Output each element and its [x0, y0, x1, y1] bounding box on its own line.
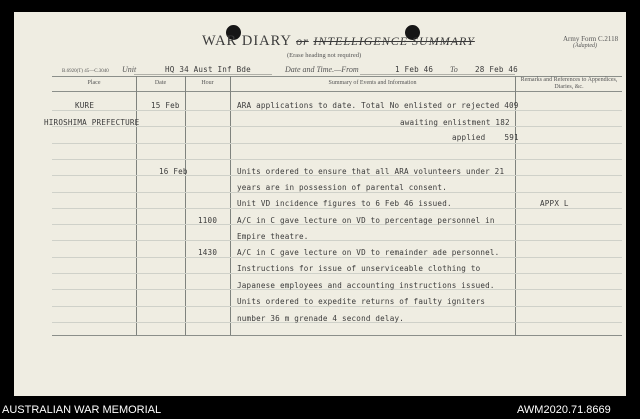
ruled-line	[52, 143, 622, 144]
ruled-line	[52, 306, 622, 307]
header-bottom-border	[52, 91, 622, 92]
entry-text-13: number 36 m grenade 4 second delay.	[237, 314, 405, 323]
entry-text-3: applied 591	[452, 133, 519, 142]
entry-text-1: ARA applications to date. Total No enlisted or rejected 409	[237, 101, 519, 110]
print-code: B.6920(T) 45—C.3040	[62, 69, 109, 74]
army-form-sub: (Adapted)	[573, 43, 597, 49]
page-title	[202, 33, 475, 50]
title-main: WAR DIARY	[202, 33, 292, 49]
col-header-summary: Summary of Events and Information	[328, 80, 417, 86]
entry-hour-9: 1430	[198, 248, 218, 257]
col-border-4	[515, 76, 516, 335]
title-struck: INTELLIGENCE SUMMARY	[313, 34, 475, 48]
col-header-place: Place	[87, 80, 101, 86]
ruled-line	[52, 208, 622, 209]
entry-text-5: years are in possession of parental consent.	[237, 183, 447, 192]
col-header-remarks: Remarks and References to Appendices, Diaries, &c.	[520, 77, 618, 90]
date-underline	[360, 74, 515, 75]
col-header-hour: Hour	[201, 80, 214, 86]
entry-text-8: Empire theatre.	[237, 232, 309, 241]
entry-text-12: Units ordered to expedite returns of faulty igniters	[237, 297, 486, 306]
unit-underline	[134, 74, 272, 75]
col-header-date: Date	[154, 80, 167, 86]
entry-place-2: HIROSHIMA PREFECTURE	[44, 118, 140, 127]
entry-remarks-6: APPX L	[540, 199, 569, 208]
col-border-3	[230, 76, 231, 335]
date-to: 28 Feb 46	[475, 65, 518, 74]
unit-label: Unit	[122, 65, 137, 74]
ruled-line	[52, 257, 622, 258]
ruled-line	[52, 159, 622, 160]
entry-text-10: Instructions for issue of unserviceable clothing to	[237, 264, 481, 273]
entry-date-1: 15 Feb	[151, 101, 180, 110]
entry-date-4: 16 Feb	[159, 167, 188, 176]
entry-text-9: A/C in C gave lecture on VD to remainder ade personnel.	[237, 248, 500, 257]
entry-text-7: A/C in C gave lecture on VD to percentage personnel in	[237, 216, 495, 225]
army-form-label: Army Form C.2118	[563, 35, 619, 43]
entry-hour-7: 1100	[198, 216, 218, 225]
footer-accession: AWM2020.71.8669	[517, 404, 611, 416]
ruled-line	[52, 192, 622, 193]
table-bottom-border	[52, 335, 622, 336]
col-border-2	[185, 76, 186, 335]
entry-text-4: Units ordered to ensure that all ARA volunteers under 21	[237, 167, 505, 176]
to-label: To	[450, 65, 458, 74]
entry-place-1: KURE	[75, 101, 95, 110]
date-from: 1 Feb 46	[395, 65, 434, 74]
unit-value: HQ 34 Aust Inf Bde	[165, 65, 251, 74]
title-or: or	[296, 34, 309, 48]
date-time-label: Date and Time.—From	[285, 65, 359, 74]
title-note: (Erase heading not required)	[287, 52, 362, 59]
ruled-line	[52, 240, 622, 241]
ruled-line	[52, 110, 622, 111]
entry-text-2: awaiting enlistment 182	[400, 118, 510, 127]
entry-text-6: Unit VD incidence figures to 6 Feb 46 issued.	[237, 199, 452, 208]
footer-credit: AUSTRALIAN WAR MEMORIAL	[2, 404, 162, 416]
ruled-line	[52, 273, 622, 274]
entry-text-11: Japanese employees and accounting instructions issued.	[237, 281, 495, 290]
col-border-1	[136, 76, 137, 335]
